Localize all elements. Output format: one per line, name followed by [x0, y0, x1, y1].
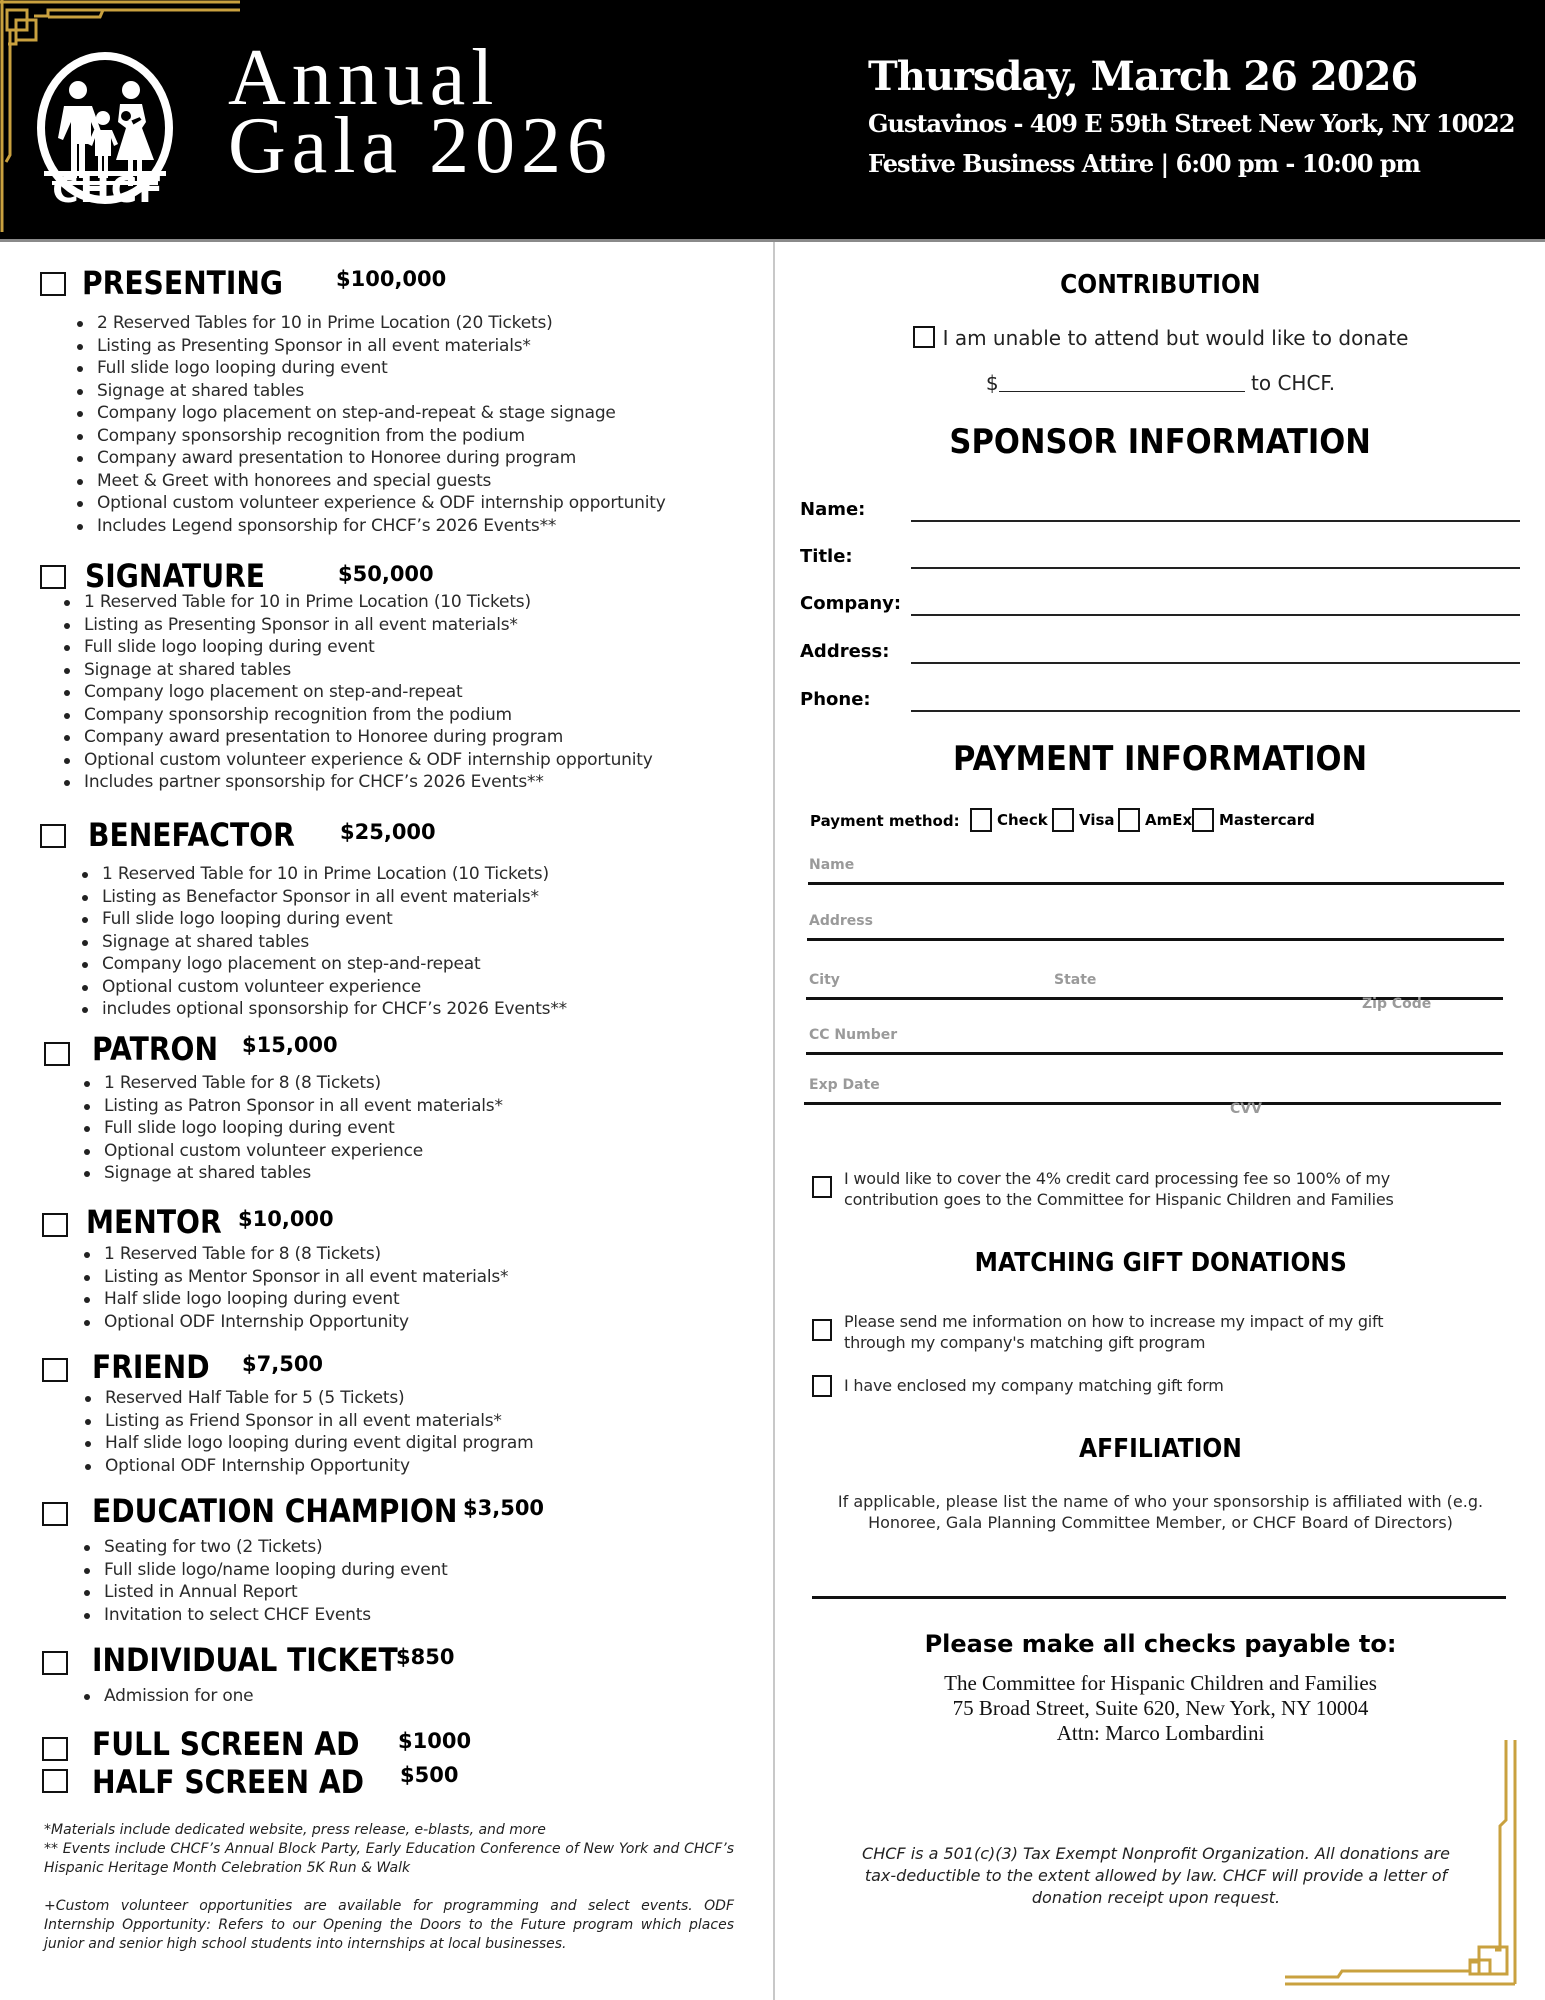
payment-check-option[interactable]: Check	[970, 808, 1048, 832]
event-attire-time: Festive Business Attire | 6:00 pm - 10:00 pm	[868, 149, 1420, 178]
gala-title	[228, 34, 614, 190]
benefit-item: Company logo placement on step-and-repeat	[80, 953, 567, 976]
payable-address: The Committee for Hispanic Children and Families 75 Broad Street, Suite 620, New York, NY 10004 Attn: Marco Lombardini	[944, 1671, 1377, 1745]
gold-art-deco-corner-icon	[1270, 1740, 1545, 2000]
tier-price: $1000	[398, 1729, 472, 1753]
benefit-item: 2 Reserved Tables for 10 in Prime Location (20 Tickets)	[75, 312, 666, 335]
payment-zip-label: Zip Code	[1362, 996, 1432, 1012]
tier-price: $10,000	[238, 1207, 334, 1231]
payment-mastercard-option[interactable]: Mastercard	[1192, 808, 1315, 832]
column-divider	[773, 242, 775, 2000]
tier-education-champion	[0, 1492, 770, 1625]
tier-mentor	[0, 1203, 770, 1332]
tier-name: SIGNATURE	[85, 557, 266, 595]
benefit-item: Optional custom volunteer experience & ODF internship opportunity	[75, 492, 666, 515]
benefit-item: Company award presentation to Honoree during program	[62, 726, 653, 749]
amex-checkbox[interactable]	[1118, 808, 1140, 832]
tier-presenting	[0, 262, 770, 536]
tier-patron-checkbox[interactable]	[44, 1042, 70, 1066]
payment-amex-option[interactable]: AmEx	[1118, 808, 1192, 832]
donation-amount-line: $ to CHCF.	[985, 371, 1336, 395]
benefit-item: Signage at shared tables	[75, 380, 666, 403]
event-info	[868, 50, 1514, 184]
matching-info-checkbox[interactable]	[812, 1319, 832, 1341]
sponsor-address-field[interactable]: Address:	[800, 634, 1520, 664]
cover-fee-checkbox[interactable]	[812, 1176, 832, 1198]
benefit-item: Half slide logo looping during event	[82, 1288, 508, 1311]
donation-amount-field[interactable]	[999, 374, 1245, 392]
benefit-item: Full slide logo/name looping during event	[82, 1559, 448, 1582]
benefit-item: Full slide logo looping during event	[75, 357, 666, 380]
tier-name: PATRON	[92, 1030, 219, 1068]
tier-benefits	[82, 1685, 253, 1708]
benefit-item: Listing as Mentor Sponsor in all event materials*	[82, 1266, 508, 1289]
benefit-item: Invitation to select CHCF Events	[82, 1604, 448, 1627]
tier-benefits	[83, 1387, 533, 1477]
benefit-item: Optional ODF Internship Opportunity	[82, 1311, 508, 1334]
benefit-item: Listing as Presenting Sponsor in all event materials*	[62, 614, 653, 637]
chcf-logo-text: CHCF	[52, 170, 164, 211]
tier-name: BENEFACTOR	[88, 816, 295, 854]
tier-benefactor	[0, 816, 770, 1019]
payable-title: Please make all checks payable to:	[924, 1630, 1397, 1658]
payment-method-label: Payment method:	[810, 812, 960, 830]
matching-enclosed-checkbox[interactable]	[812, 1375, 832, 1397]
footnote-materials: *Materials include dedicated website, press release, e-blasts, and more	[44, 1822, 546, 1838]
tier-benefits	[62, 591, 653, 794]
affiliation-title: AFFILIATION	[1079, 1434, 1242, 1464]
payment-state-label: State	[1054, 972, 1097, 988]
tier-price: $850	[396, 1645, 455, 1669]
benefit-item: Listing as Patron Sponsor in all event materials*	[82, 1095, 503, 1118]
footnotes	[44, 1821, 734, 1954]
benefit-item: Listing as Friend Sponsor in all event materials*	[83, 1410, 533, 1433]
tier-price: $50,000	[338, 562, 434, 586]
donate-label: I am unable to attend but would like to donate	[942, 326, 1409, 350]
benefit-item: Includes partner sponsorship for CHCF’s 2026 Events**	[62, 771, 653, 794]
sponsor-title-field[interactable]: Title:	[800, 539, 1520, 569]
tier-benefactor-checkbox[interactable]	[40, 824, 66, 848]
tier-education-champion-checkbox[interactable]	[42, 1502, 68, 1526]
benefit-item: Signage at shared tables	[62, 659, 653, 682]
tier-patron	[0, 1030, 770, 1183]
benefit-item: Listing as Benefactor Sponsor in all event materials*	[80, 886, 567, 909]
benefit-item: Listed in Annual Report	[82, 1581, 448, 1604]
event-date: Thursday, March 26 2026	[868, 53, 1418, 100]
payment-info-title: PAYMENT INFORMATION	[953, 739, 1368, 779]
footnote-events: ** Events include CHCF’s Annual Block Party, Early Education Conference of New York and CHCF’s Hispanic Heritage Month Celebration 5K Run & Walk	[44, 1841, 734, 1876]
tier-mentor-checkbox[interactable]	[42, 1213, 68, 1237]
event-venue: Gustavinos - 409 E 59th Street New York, NY 10022	[868, 109, 1515, 138]
payment-address-label: Address	[809, 913, 873, 929]
tier-name: FULL SCREEN AD	[92, 1725, 360, 1763]
benefit-item: Optional ODF Internship Opportunity	[83, 1455, 533, 1478]
benefit-item: includes optional sponsorship for CHCF’s 2026 Events**	[80, 998, 567, 1021]
tier-friend-checkbox[interactable]	[42, 1358, 68, 1382]
benefit-item: Company sponsorship recognition from the podium	[75, 425, 666, 448]
tier-benefits	[82, 1243, 508, 1333]
footnote-volunteer: +Custom volunteer opportunities are available for programming and select events. ODF Internship Opportunity: Refers to our Opening the Doors to the Future program which places junior and senior high school students into internships at local businesses.	[44, 1898, 734, 1952]
tier-price: $500	[400, 1763, 459, 1787]
benefit-item: Full slide logo looping during event	[80, 908, 567, 931]
sponsor-info-title: SPONSOR INFORMATION	[949, 422, 1372, 462]
tax-exempt-note: CHCF is a 501(c)(3) Tax Exempt Nonprofit Organization. All donations are tax-deductible to the extent allowed by law. CHCF will provide a letter of donation receipt upon request.	[862, 1844, 1450, 1907]
benefit-item: Optional custom volunteer experience & ODF internship opportunity	[62, 749, 653, 772]
sponsor-name-field[interactable]: Name:	[800, 492, 1520, 522]
tier-full-screen-ad-checkbox[interactable]	[42, 1737, 68, 1761]
payment-exp-date-label: Exp Date	[809, 1077, 880, 1093]
visa-checkbox[interactable]	[1052, 808, 1074, 832]
tier-price: $100,000	[336, 267, 447, 291]
gala-title-line2: Gala 2026	[228, 102, 614, 190]
tier-name: PRESENTING	[82, 264, 284, 302]
benefit-item: 1 Reserved Table for 10 in Prime Location (10 Tickets)	[62, 591, 653, 614]
benefit-item: Admission for one	[82, 1685, 253, 1708]
tier-full-screen-ad	[0, 1725, 770, 1765]
payment-address-field[interactable]	[807, 938, 1504, 941]
donate-option	[776, 326, 1545, 350]
contribution-title: CONTRIBUTION	[1060, 270, 1261, 300]
payment-exp-date-field[interactable]	[804, 1102, 1501, 1105]
benefit-item: 1 Reserved Table for 8 (8 Tickets)	[82, 1072, 503, 1095]
benefit-item: Full slide logo looping during event	[82, 1117, 503, 1140]
sponsor-phone-field[interactable]: Phone:	[800, 682, 1520, 712]
tier-benefits	[82, 1536, 448, 1626]
tier-signature-checkbox[interactable]	[40, 565, 66, 589]
benefit-item: Meet & Greet with honorees and special guests	[75, 470, 666, 493]
benefit-item: Company sponsorship recognition from the podium	[62, 704, 653, 727]
benefit-item: 1 Reserved Table for 8 (8 Tickets)	[82, 1243, 508, 1266]
payment-name-field[interactable]	[808, 882, 1504, 885]
mastercard-checkbox[interactable]	[1192, 808, 1214, 832]
tier-name: FRIEND	[92, 1348, 210, 1386]
tier-price: $25,000	[340, 820, 436, 844]
tier-signature	[0, 557, 770, 792]
payment-city-label: City	[809, 972, 840, 988]
tier-benefits	[75, 312, 666, 537]
affiliation-instructions: If applicable, please list the name of who your sponsorship is affiliated with (e.g. Honoree, Gala Planning Committee Member, or CHCF Board of Directors)	[837, 1492, 1484, 1532]
payment-name-label: Name	[809, 857, 855, 873]
benefit-item: Full slide logo looping during event	[62, 636, 653, 659]
tier-price: $7,500	[242, 1352, 324, 1376]
tier-name: MENTOR	[86, 1203, 222, 1241]
donate-checkbox[interactable]	[913, 326, 935, 348]
tier-price: $3,500	[463, 1496, 545, 1520]
tier-individual-ticket	[0, 1641, 770, 1706]
event-header	[0, 0, 1545, 240]
benefit-item: Company logo placement on step-and-repeat & stage signage	[75, 402, 666, 425]
check-checkbox[interactable]	[970, 808, 992, 832]
benefit-item: Signage at shared tables	[80, 931, 567, 954]
affiliation-field[interactable]	[812, 1596, 1506, 1599]
benefit-item: Company logo placement on step-and-repeat	[62, 681, 653, 704]
benefit-item: Optional custom volunteer experience	[80, 976, 567, 999]
payment-cvv-label: CVV	[1230, 1101, 1262, 1117]
tier-friend	[0, 1348, 770, 1476]
payment-cc-number-label: CC Number	[809, 1027, 898, 1043]
payment-visa-option[interactable]: Visa	[1052, 808, 1115, 832]
tier-benefits	[80, 863, 567, 1021]
tier-benefits	[82, 1072, 503, 1185]
benefit-item: Company award presentation to Honoree during program	[75, 447, 666, 470]
tier-name: HALF SCREEN AD	[92, 1763, 364, 1801]
tier-price: $15,000	[242, 1033, 338, 1057]
benefit-item: 1 Reserved Table for 10 in Prime Location (10 Tickets)	[80, 863, 567, 886]
matching-gift-title: MATCHING GIFT DONATIONS	[974, 1248, 1347, 1278]
tier-half-screen-ad	[0, 1763, 770, 1803]
benefit-item: Reserved Half Table for 5 (5 Tickets)	[83, 1387, 533, 1410]
benefit-item: Seating for two (2 Tickets)	[82, 1536, 448, 1559]
benefit-item: Optional custom volunteer experience	[82, 1140, 503, 1163]
tier-name: EDUCATION CHAMPION	[92, 1492, 458, 1530]
tier-name: INDIVIDUAL TICKET	[92, 1641, 398, 1679]
tier-individual-ticket-checkbox[interactable]	[42, 1651, 68, 1675]
payment-method-row	[810, 808, 1510, 838]
benefit-item: Signage at shared tables	[82, 1162, 503, 1185]
sponsor-company-field[interactable]: Company:	[800, 586, 1520, 616]
payment-cc-number-field[interactable]	[806, 1052, 1503, 1055]
benefit-item: Includes Legend sponsorship for CHCF’s 2026 Events**	[75, 515, 666, 538]
benefit-item: Half slide logo looping during event digital program	[83, 1432, 533, 1455]
gala-title-line1: Annual	[228, 34, 500, 122]
tier-presenting-checkbox[interactable]	[40, 272, 66, 296]
benefit-item: Listing as Presenting Sponsor in all event materials*	[75, 335, 666, 358]
tier-half-screen-ad-checkbox[interactable]	[42, 1769, 68, 1793]
